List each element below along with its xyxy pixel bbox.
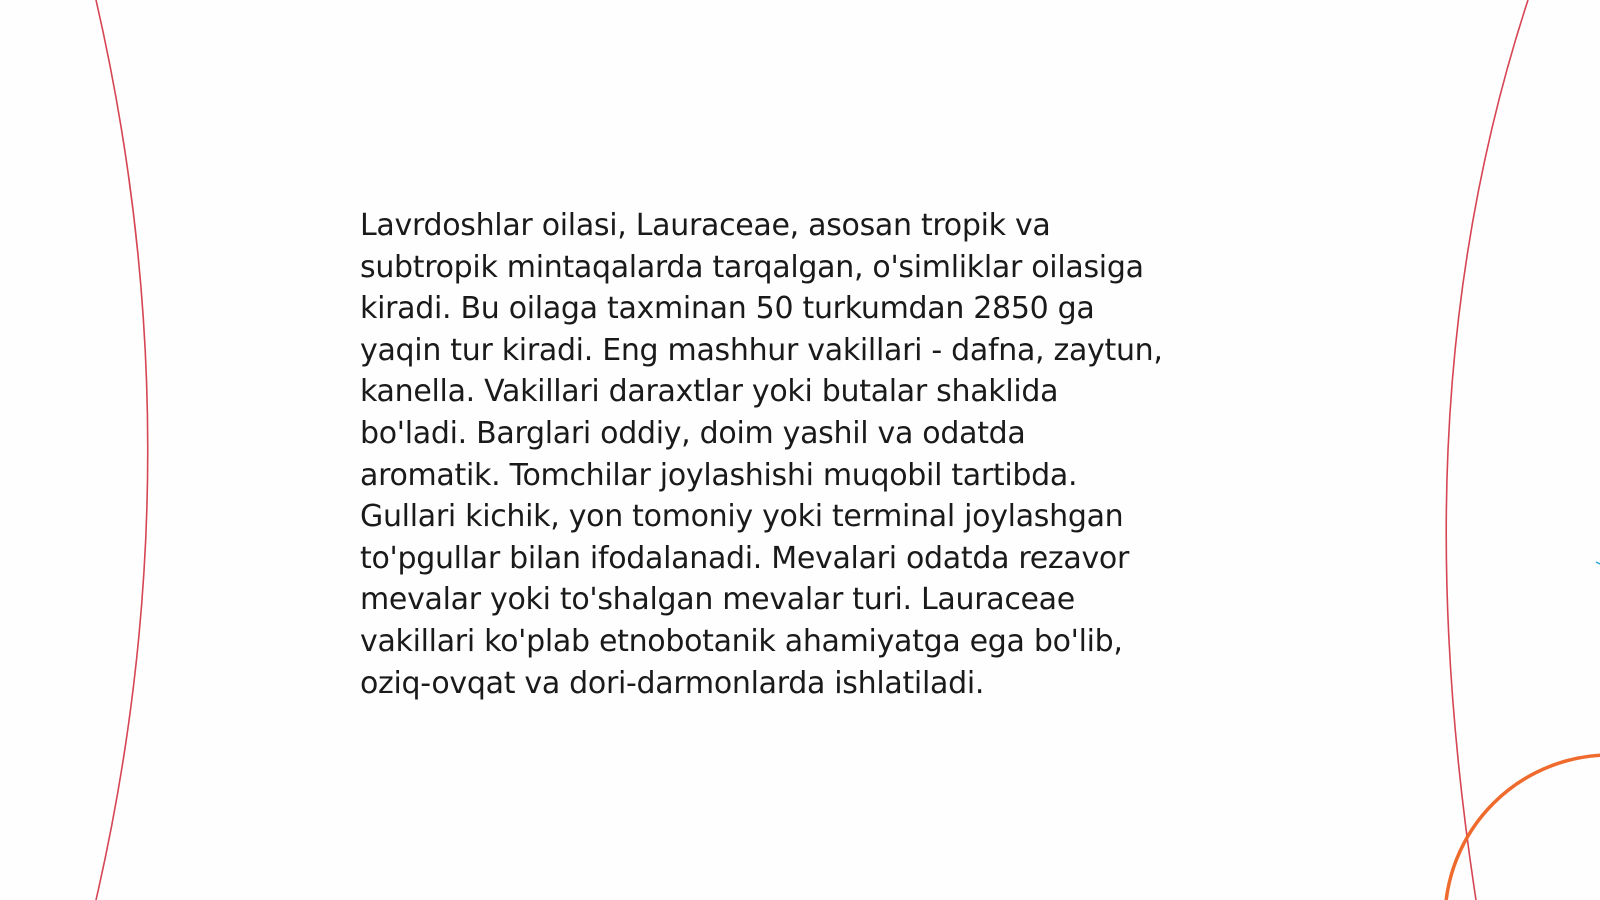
left-arc-line — [96, 0, 148, 900]
paragraph-line: oziq-ovqat va dori-darmonlarda ishlatiladi. — [360, 665, 985, 701]
right-arc-line — [1446, 0, 1528, 900]
paragraph-line: kanella. Vakillari daraxtlar yoki butalar shaklida — [360, 374, 1059, 410]
paragraph-line: bo'ladi. Barglari oddiy, doim yashil va odatda — [360, 415, 1026, 451]
paragraph-line: Lavrdoshlar oilasi, Lauraceae, asosan tropik va — [360, 208, 1051, 243]
orange-circle-arc — [1445, 755, 1600, 900]
paragraph-line: to'pgullar bilan ifodalanadi. Mevalari odatda rezavor — [360, 540, 1129, 576]
paragraph-line: subtropik mintaqalarda tarqalgan, o'simliklar oilasiga — [360, 249, 1144, 285]
paragraph-line: kiradi. Bu oilaga taxminan 50 turkumdan 2850 ga — [360, 291, 1095, 327]
description-paragraph — [360, 205, 1260, 704]
paragraph-line: Gullari kichik, yon tomoniy yoki terminal joylashgan — [360, 499, 1124, 535]
paragraph-line: yaqin tur kiradi. Eng mashhur vakillari - dafna, zaytun, — [360, 332, 1163, 368]
accent-tick — [1596, 562, 1600, 564]
paragraph-line: aromatik. Tomchilar joylashishi muqobil tartibda. — [360, 457, 1078, 493]
paragraph-line: vakillari ko'plab etnobotanik ahamiyatga ega bo'lib, — [360, 623, 1123, 659]
paragraph-line: mevalar yoki to'shalgan mevalar turi. Lauraceae — [360, 582, 1075, 618]
